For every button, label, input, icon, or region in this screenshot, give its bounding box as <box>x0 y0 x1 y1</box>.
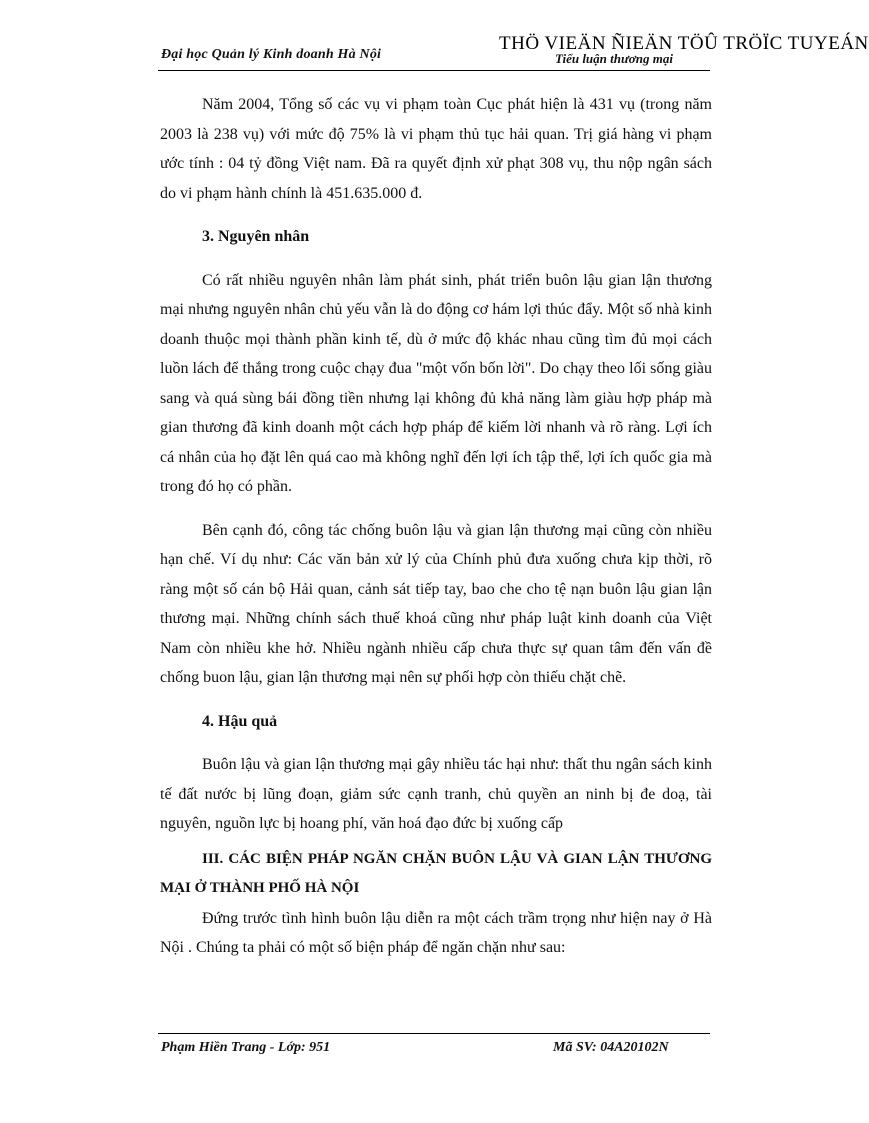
footer-author: Phạm Hiền Trang - Lớp: 951 <box>161 1040 331 1055</box>
header-university: Đại học Quản lý Kinh doanh Hà Nội <box>161 47 382 62</box>
paragraph-consequences: Buôn lậu và gian lận thương mại gây nhiều tác hại như: thất thu ngân sách kinh tế đất nước bị lũng đoạn, giảm sức cạnh tranh, chủ quyền an ninh bị đe doạ, tài nguyên, nguồn lực bị hoang phí, văn hoá đạo đức bị xuống cấp <box>160 756 712 832</box>
watermark-text: THÖ VIEÄN ÑIEÄN TÖÛ TRÖÏC TUYEÁN <box>499 33 869 54</box>
section-heading-measures: III. CÁC BIỆN PHÁP NGĂN CHẶN BUÔN LẬU VÀ GIAN LẬN THƯƠNG MẠI Ở THÀNH PHỐ HÀ NỘI <box>160 850 712 896</box>
paragraph-violations: Năm 2004, Tổng số các vụ vi phạm toàn Cục phát hiện là 431 vụ (trong năm 2003 là 238 vụ) với mức độ 75% là vi phạm thủ tục hải quan. Trị giá hàng vi phạm ước tính : 04 tỷ đồng Việt nam. Đã ra quyết định xử phạt 308 vụ, thu nộp ngân sách do vi phạm hành chính là 451.635.000 đ. <box>160 96 712 202</box>
paragraph-causes: Có rất nhiều nguyên nhân làm phát sinh, phát triển buôn lậu gian lận thương mại nhưng nguyên nhân chủ yếu vẫn là do động cơ hám lợi thúc đẩy. Một số nhà kinh doanh thuộc mọi thành phần kinh tế, dù ở mức độ khác nhau cũng tìm đủ mọi cách luồn lách để thắng trong cuộc chạy đua "một vốn bốn lời". Do chạy theo lối sống giàu sang và quá sùng bái đồng tiền nhưng lại không đủ khả năng làm giàu hợp pháp mà gian thương đã kinh doanh một cách hợp pháp để kiếm lời nhanh và rõ ràng. Lợi ích cá nhân của họ đặt lên quá cao mà không nghĩ đến lợi ích tập thể, lợi ích quốc gia mà trong đó họ có phần. <box>160 271 712 495</box>
footer-rule <box>158 1033 710 1034</box>
heading-causes: 3. Nguyên nhân <box>202 228 310 245</box>
paragraph-limitations: Bên cạnh đó, công tác chống buôn lậu và gian lận thương mại cũng còn nhiều hạn chế. Ví dụ như: Các văn bản xử lý của Chính phủ đưa xuống chưa kịp thời, rõ ràng một số cán bộ Hải quan, cảnh sát tiếp tay, bao che cho tệ nạn buôn lậu gian lận thương mại. Những chính sách thuế khoá cũng như pháp luật kinh doanh của Việt Nam còn nhiều khe hở. Nhiều ngành nhiều cấp chưa thực sự quan tâm đến vấn đề chống buon lậu, gian lận thương mại nên sự phối hợp còn thiếu chặt chẽ. <box>160 521 712 686</box>
paragraph-measures-intro: Đứng trước tình hình buôn lậu diễn ra một cách trầm trọng như hiện nay ở Hà Nội . Chúng ta phải có một số biện pháp để ngăn chặn như sau: <box>160 909 712 956</box>
header-document-type: Tiểu luận thương mại <box>555 51 673 66</box>
header-rule <box>158 70 710 71</box>
footer-student-id: Mã SV: 04A20102N <box>553 1040 669 1055</box>
heading-consequences: 4. Hậu quả <box>202 712 278 730</box>
page-body <box>160 90 712 977</box>
